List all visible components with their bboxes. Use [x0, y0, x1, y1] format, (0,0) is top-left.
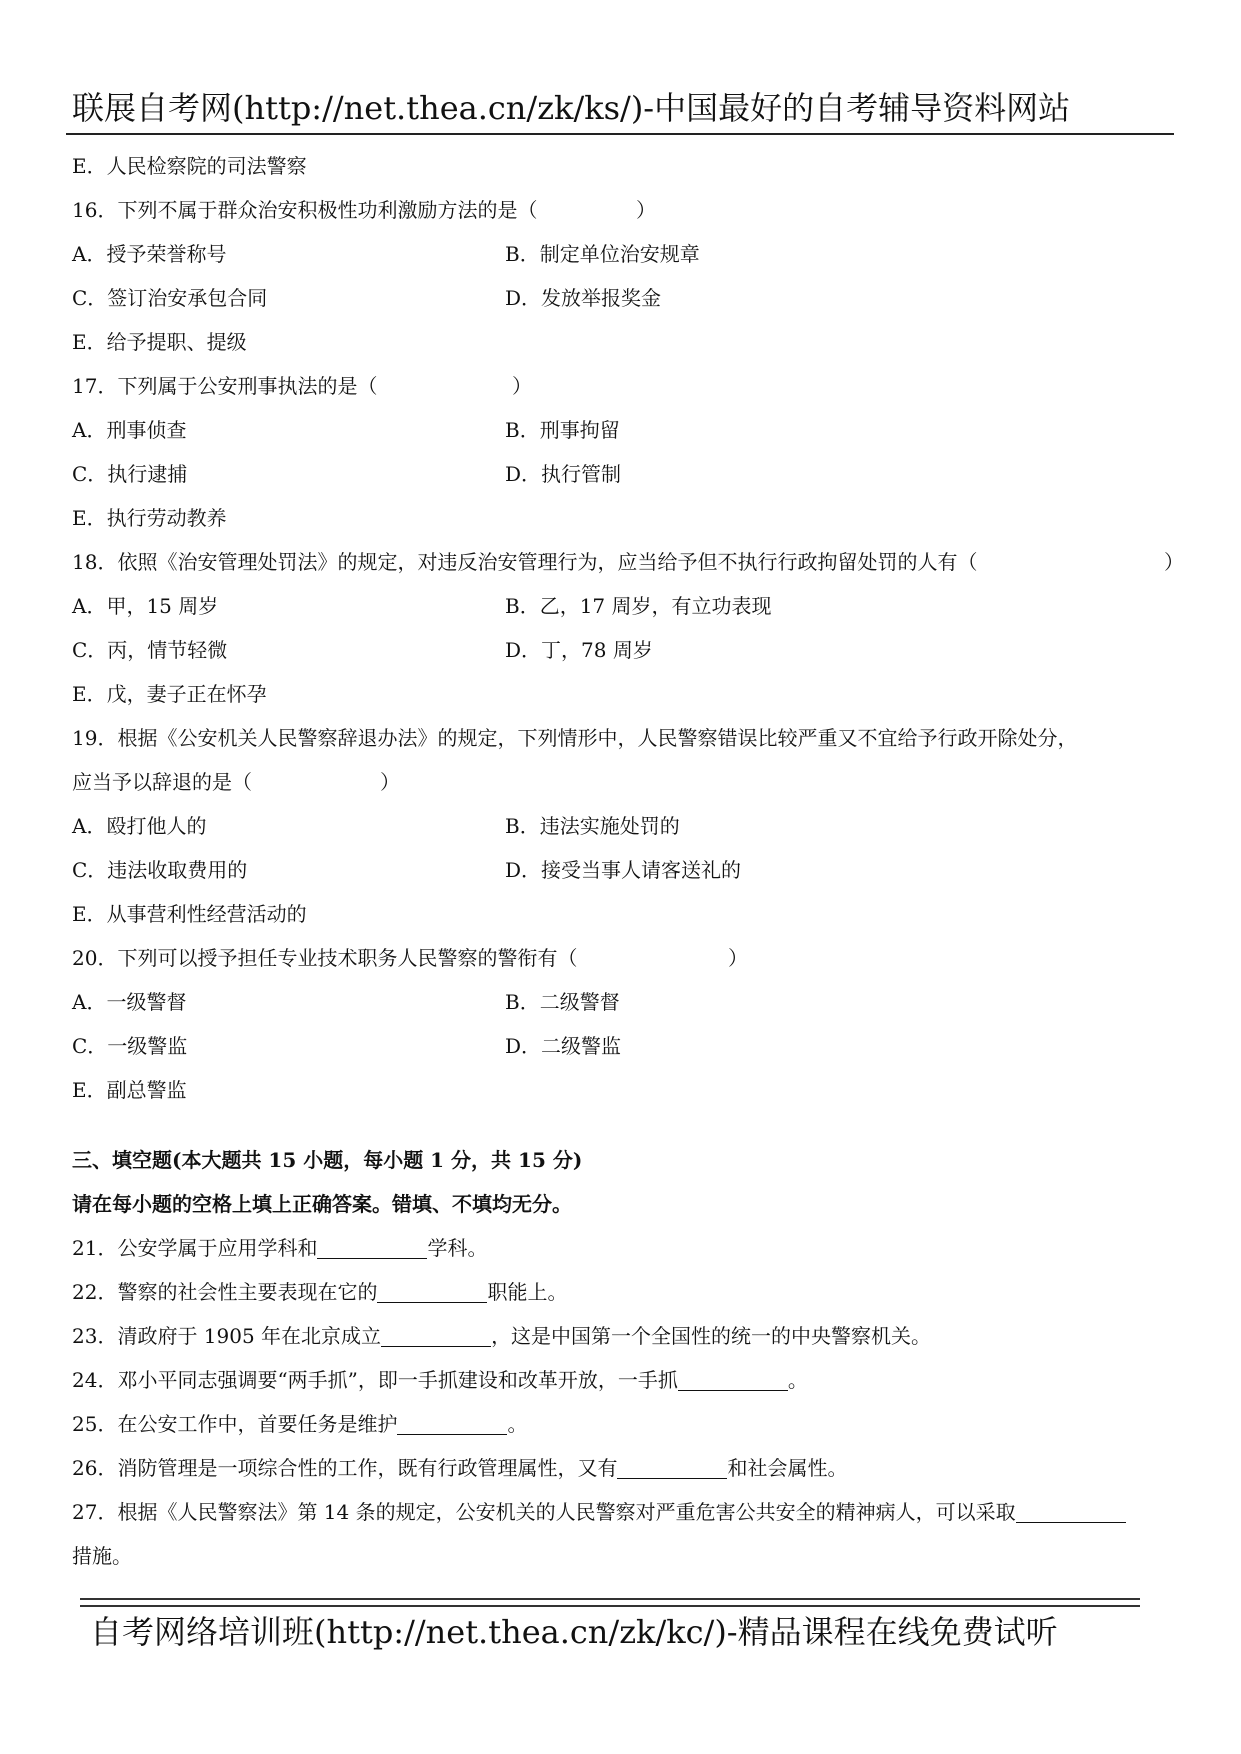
- q26-blank: [617, 1456, 727, 1479]
- q23-text-post: ，这是中国第一个全国性的统一的中央警察机关。: [491, 1324, 932, 1348]
- q21: [72, 1226, 1182, 1270]
- page-footer: 自考网络培训班(http://net.thea.cn/zk/kc/)-精品课程在线免费试听: [90, 1613, 1058, 1651]
- q16-option-c: C．签订治安承包合同: [72, 286, 268, 310]
- q20-option-c: C．一级警监: [72, 1034, 188, 1058]
- q21-blank: [317, 1236, 427, 1259]
- q19-stem-line1: 19．根据《公安机关人民警察辞退办法》的规定，下列情形中，人民警察错误比较严重又不宜给予行政开除处分，: [72, 726, 1078, 750]
- footer-divider: [80, 1598, 1140, 1607]
- q23-blank: [381, 1324, 491, 1347]
- q20-options-ab: [72, 980, 1182, 1024]
- q16-options-ab: [72, 232, 1182, 276]
- q18-options-ab: [72, 584, 1182, 628]
- page-header: 联展自考网(http://net.thea.cn/zk/ks/)-中国最好的自考辅导资料网站: [72, 89, 1071, 127]
- q19-option-a: A．殴打他人的: [72, 814, 207, 838]
- q17-options-cd: [72, 452, 1182, 496]
- q17-option-b: B．刑事拘留: [505, 418, 620, 442]
- q19-option-d: D．接受当事人请客送礼的: [505, 858, 742, 882]
- q27-text-pre: 27．根据《人民警察法》第 14 条的规定，公安机关的人民警察对严重危害公共安全的精神病人，可以采取: [72, 1500, 1016, 1524]
- q22: [72, 1270, 1182, 1314]
- q20-options-cd: [72, 1024, 1182, 1068]
- q16-options-cd: [72, 276, 1182, 320]
- q16-stem: [72, 188, 1182, 232]
- q26-text-pre: 26．消防管理是一项综合性的工作，既有行政管理属性，又有: [72, 1456, 618, 1480]
- q17-option-e: E．执行劳动教养: [72, 506, 227, 530]
- q22-text-pre: 22．警察的社会性主要表现在它的: [72, 1280, 378, 1304]
- q19-option-e: E．从事营利性经营活动的: [72, 902, 307, 926]
- q21-text-pre: 21．公安学属于应用学科和: [72, 1236, 318, 1260]
- q16-option-a: A．授予荣誉称号: [72, 242, 227, 266]
- q18-stem: [72, 540, 1182, 584]
- q16-paren-close: ）: [636, 198, 656, 222]
- q17-stem: [72, 364, 1182, 408]
- q25-text-post: 。: [507, 1412, 528, 1436]
- q22-blank: [377, 1280, 487, 1303]
- q18-stem-text: 18．依照《治安管理处罚法》的规定，对违反治安管理行为，应当给予但不执行行政拘留处罚的人有（: [72, 550, 978, 574]
- q19-options-cd: [72, 848, 1182, 892]
- q25-blank: [397, 1412, 507, 1435]
- section3-instruction: 请在每小题的空格上填上正确答案。错填、不填均无分。: [72, 1192, 572, 1216]
- q26: [72, 1446, 1182, 1490]
- q17-option-a: A．刑事侦查: [72, 418, 187, 442]
- q20-stem: [72, 936, 1182, 980]
- exam-content: [72, 144, 1182, 1578]
- q27-line2: 措施。: [72, 1544, 132, 1568]
- q18-paren-close: ）: [1164, 550, 1184, 574]
- q18-option-c: C．丙，情节轻微: [72, 638, 228, 662]
- q20-option-e: E．副总警监: [72, 1078, 187, 1102]
- q18-option-b: B．乙，17 周岁，有立功表现: [505, 594, 772, 618]
- q18-option-d: D．丁，78 周岁: [505, 638, 653, 662]
- q17-stem-text: 17．下列属于公安刑事执法的是（: [72, 374, 378, 398]
- q19-option-c: C．违法收取费用的: [72, 858, 248, 882]
- q27-blank: [1016, 1500, 1126, 1523]
- q18-option-e: E．戊，妻子正在怀孕: [72, 682, 267, 706]
- q17-paren-close: ）: [512, 374, 532, 398]
- q16-option-d: D．发放举报奖金: [505, 286, 662, 310]
- q20-paren-close: ）: [728, 946, 748, 970]
- section-gap: [72, 1112, 1182, 1138]
- q16-stem-text: 16．下列不属于群众治安积极性功利激励方法的是（: [72, 198, 538, 222]
- q19-stem-line2: [72, 760, 1182, 804]
- q24-blank: [678, 1368, 788, 1391]
- q20-option-b: B．二级警督: [505, 990, 620, 1014]
- q23-text-pre: 23．清政府于 1905 年在北京成立: [72, 1324, 382, 1348]
- q25-text-pre: 25．在公安工作中，首要任务是维护: [72, 1412, 398, 1436]
- q17-option-c: C．执行逮捕: [72, 462, 188, 486]
- q18-options-cd: [72, 628, 1182, 672]
- q16-option-b: B．制定单位治安规章: [505, 242, 700, 266]
- section3-title: 三、填空题(本大题共 15 小题，每小题 1 分，共 15 分): [72, 1148, 583, 1172]
- q24-text-pre: 24．邓小平同志强调要“两手抓”，即一手抓建设和改革开放，一手抓: [72, 1368, 678, 1392]
- q20-option-a: A．一级警督: [72, 990, 187, 1014]
- q24: [72, 1358, 1182, 1402]
- q20-stem-text: 20．下列可以授予担任专业技术职务人民警察的警衔有（: [72, 946, 578, 970]
- q15-option-e: E．人民检察院的司法警察: [72, 154, 307, 178]
- q20-option-d: D．二级警监: [505, 1034, 622, 1058]
- q23: [72, 1314, 1182, 1358]
- header-divider: [66, 133, 1174, 135]
- q16-option-e: E．给予提职、提级: [72, 330, 247, 354]
- q26-text-post: 和社会属性。: [727, 1456, 848, 1480]
- q21-text-post: 学科。: [427, 1236, 488, 1260]
- q19-options-ab: [72, 804, 1182, 848]
- q27-line1: [72, 1490, 1182, 1534]
- q25: [72, 1402, 1182, 1446]
- q19-stem-text: 应当予以辞退的是（: [72, 770, 252, 794]
- q24-text-post: 。: [787, 1368, 808, 1392]
- q18-option-a: A．甲，15 周岁: [72, 594, 219, 618]
- q19-paren-close: ）: [380, 770, 400, 794]
- q17-options-ab: [72, 408, 1182, 452]
- q19-option-b: B．违法实施处罚的: [505, 814, 680, 838]
- q17-option-d: D．执行管制: [505, 462, 622, 486]
- q22-text-post: 职能上。: [487, 1280, 568, 1304]
